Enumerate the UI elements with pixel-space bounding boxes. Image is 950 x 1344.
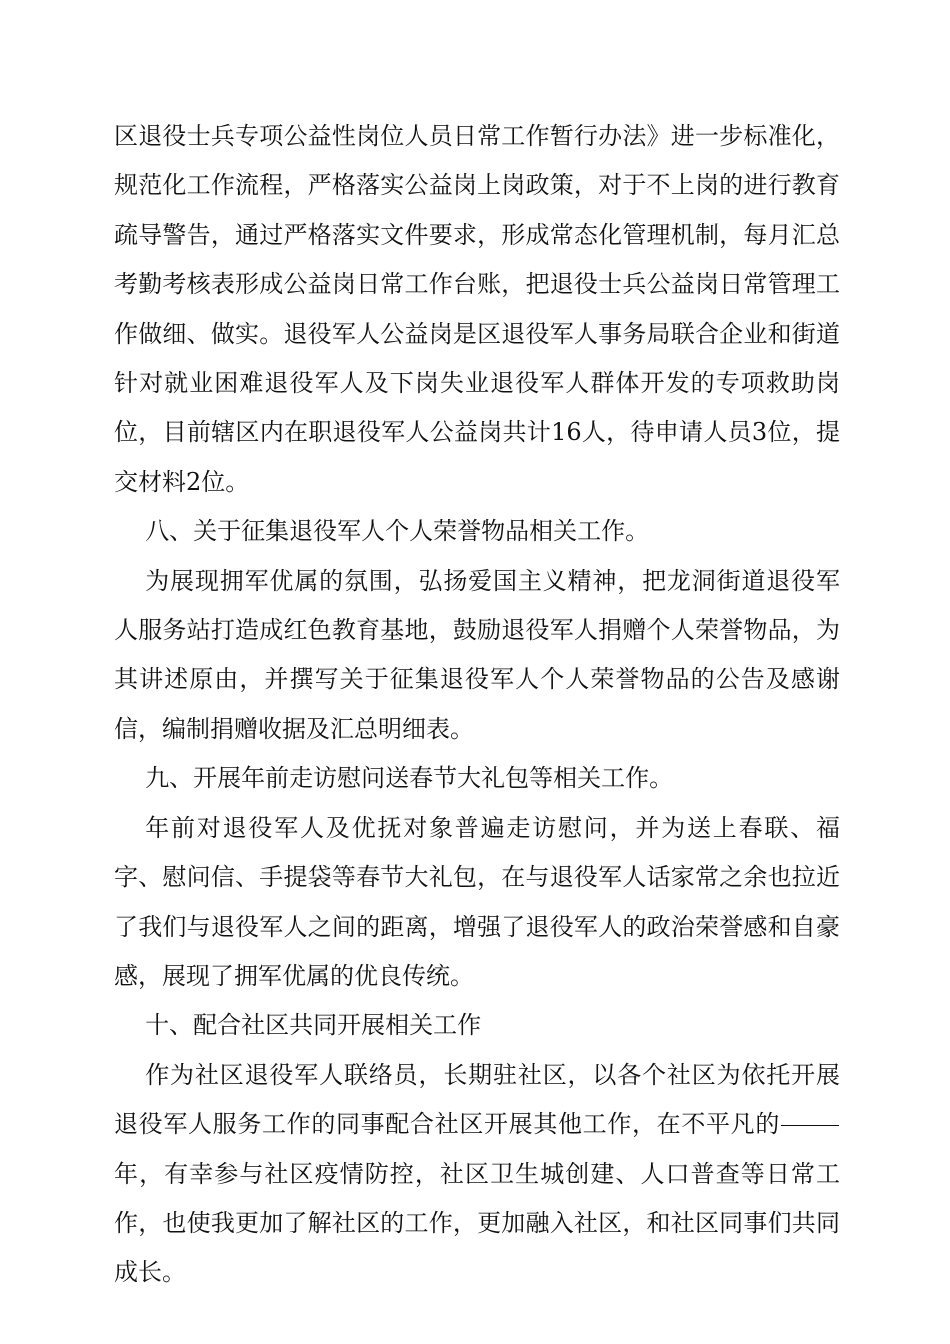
paragraph-community-work xyxy=(114,1051,840,1298)
paragraph-community-work-part-2: 年，有幸参与社区疫情防控，社区卫生城创建、人口普查等日常工作，也使我更加了解社区的工作，更加融入社区，和社区同事们共同成长。 xyxy=(114,1159,840,1287)
paragraph-honor-items: 为展现拥军优属的氛围，弘扬爱国主义精神，把龙洞街道退役军人服务站打造成红色教育基地，鼓励退役军人捐赠个人荣誉物品，为其讲述原由，并撰写关于征集退役军人个人荣誉物品的公告及感谢信，编制捐赠收据及汇总明细表。 xyxy=(114,566,840,743)
year-blank-underline xyxy=(781,1124,839,1126)
section-heading-10: 十、配合社区共同开展相关工作 xyxy=(145,1011,482,1040)
document-body xyxy=(114,112,840,1298)
paragraph-spring-festival-visits: 年前对退役军人及优抚对象普遍走访慰问，并为送上春联、福字、慰问信、手提袋等春节大礼包，在与退役军人话家常之余也拉近了我们与退役军人之间的距离，增强了退役军人的政治荣誉感和自豪感，展现了拥军优属的优良传统。 xyxy=(114,813,840,990)
section-heading-8: 八、关于征集退役军人个人荣誉物品相关工作。 xyxy=(145,517,650,546)
section-heading-9: 九、开展年前走访慰问送春节大礼包等相关工作。 xyxy=(145,764,674,793)
paragraph-community-work-part-1: 作为社区退役军人联络员，长期驻社区，以各个社区为依托开展退役军人服务工作的同事配合社区开展其他工作，在不平凡的 xyxy=(114,1060,840,1139)
paragraph-public-welfare-posts: 区退役士兵专项公益性岗位人员日常工作暂行办法》进一步标准化，规范化工作流程，严格落实公益岗上岗政策，对于不上岗的进行教育疏导警告，通过严格落实文件要求，形成常态化管理机制，每月汇总考勤考核表形成公益岗日常工作台账，把退役士兵公益岗日常管理工作做细、做实。退役军人公益岗是区退役军人事务局联合企业和街道针对就业困难退役军人及下岗失业退役军人群体开发的专项救助岗位，目前辖区内在职退役军人公益岗共计16人，待申请人员3位，提交材料2位。 xyxy=(114,122,840,496)
